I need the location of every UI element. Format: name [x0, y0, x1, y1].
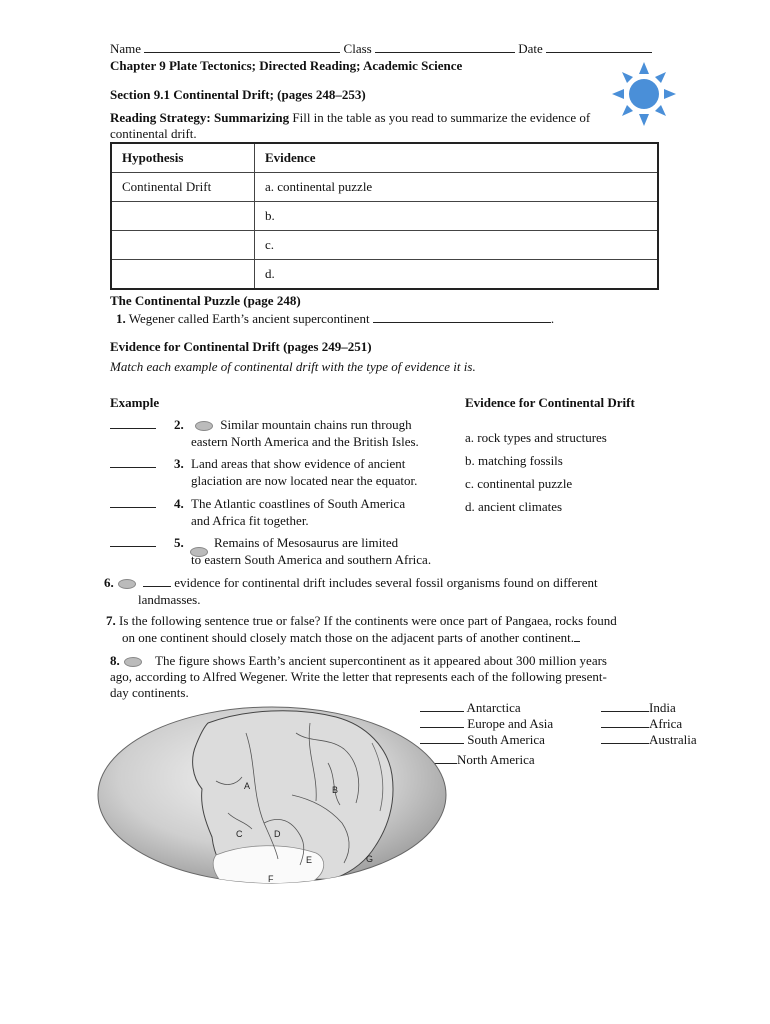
date-blank[interactable]	[546, 41, 652, 53]
answer-label: North America	[457, 752, 535, 767]
item-number: 4.	[174, 496, 184, 511]
q7-blank[interactable]	[574, 630, 580, 642]
choice-c: c. continental puzzle	[465, 476, 573, 491]
table-cell: Continental Drift	[111, 173, 255, 202]
answer-label: South America	[467, 732, 545, 747]
table-header-evidence: Evidence	[255, 143, 659, 173]
answer-label: Africa	[649, 716, 683, 731]
table-header-row	[111, 143, 658, 173]
q7-number: 7.	[106, 613, 116, 628]
match-item-2	[110, 417, 156, 433]
table-row	[111, 260, 658, 290]
answer-africa	[601, 716, 682, 732]
q6-number: 6.	[104, 575, 114, 590]
q8-number: 8.	[110, 653, 120, 668]
answer-blank[interactable]	[110, 417, 156, 429]
item-line: Remains of Mesosaurus are limited	[214, 535, 399, 550]
q7-line-text: on one continent should closely match those on the adjacent parts of another continent.	[122, 630, 574, 645]
sun-icon	[612, 60, 676, 128]
item-line: The Atlantic coastlines of South America	[191, 496, 406, 511]
q1-blank[interactable]	[373, 311, 551, 323]
answer-label: India	[649, 700, 676, 715]
answer-blank[interactable]	[601, 732, 649, 744]
pencil-icon	[195, 421, 213, 431]
answer-india	[601, 700, 676, 716]
q1-number: 1.	[116, 311, 126, 326]
summary-table	[110, 142, 659, 290]
answer-blank[interactable]	[110, 535, 156, 547]
item-line: and Africa fit together.	[191, 513, 309, 528]
question-7	[106, 613, 617, 629]
chapter-title: Chapter 9 Plate Tectonics; Directed Reading; Academic Science	[110, 58, 463, 73]
table-cell[interactable]: b.	[255, 202, 659, 231]
table-cell[interactable]: a. continental puzzle	[255, 173, 659, 202]
item-line: eastern North America and the British Isles.	[191, 434, 419, 449]
choice-d: d. ancient climates	[465, 499, 563, 514]
pencil-icon	[118, 579, 136, 589]
example-header: Example	[110, 395, 160, 410]
evidence-heading: Evidence for Continental Drift (pages 249–251)	[110, 339, 372, 354]
answer-australia	[601, 732, 697, 748]
answer-blank[interactable]	[110, 496, 156, 508]
q6-blank[interactable]	[143, 575, 171, 587]
match-item-5	[110, 535, 156, 551]
table-header-hypothesis: Hypothesis	[111, 143, 255, 173]
map-label-d: D	[274, 829, 281, 839]
class-label: Class	[343, 41, 372, 56]
map-label-f: F	[268, 874, 274, 884]
table-cell[interactable]	[111, 260, 255, 290]
match-item-4	[110, 496, 156, 512]
map-label-c: C	[236, 829, 243, 839]
choice-b: b. matching fossils	[465, 453, 563, 468]
answer-blank[interactable]	[601, 700, 649, 712]
table-row	[111, 231, 658, 260]
item-line: glaciation are now located near the equator.	[191, 473, 418, 488]
name-line	[110, 41, 652, 57]
table-cell[interactable]: d.	[255, 260, 659, 290]
evidence-header: Evidence for Continental Drift	[465, 395, 635, 410]
answer-label: Antarctica	[466, 700, 521, 715]
puzzle-heading: The Continental Puzzle (page 248)	[110, 293, 301, 308]
table-row	[111, 202, 658, 231]
section-heading: Section 9.1 Continental Drift; (pages 248–253)	[110, 87, 366, 102]
question-8	[110, 653, 607, 669]
q8-line: ago, according to Alfred Wegener. Write the letter that represents each of the following present-	[110, 669, 607, 684]
item-text	[191, 417, 412, 433]
q8-line: day continents.	[110, 685, 189, 700]
table-row	[111, 173, 658, 202]
map-label-e: E	[306, 855, 313, 865]
item-line: Land areas that show evidence of ancient	[191, 456, 406, 471]
evidence-instruction: Match each example of continental drift with the type of evidence it is.	[110, 359, 476, 374]
q6-line: evidence for continental drift includes several fossil organisms found on different	[174, 575, 598, 590]
item-line: to eastern South America and southern Africa.	[191, 552, 432, 567]
answer-blank[interactable]	[110, 456, 156, 468]
map-label-a: A	[244, 781, 251, 791]
q1-end: .	[550, 311, 555, 326]
map-label-g: G	[366, 854, 374, 864]
question-6	[104, 575, 598, 591]
reading-strategy	[110, 110, 590, 126]
q7-line: Is the following sentence true or false? If the continents were once part of Pangaea, rocks found	[119, 613, 617, 628]
table-cell[interactable]: c.	[255, 231, 659, 260]
match-item-3	[110, 456, 156, 472]
strategy-text-cont: continental drift.	[110, 126, 197, 141]
answer-label: Europe and Asia	[467, 716, 554, 731]
q1-text: Wegener called Earth’s ancient supercontinent	[128, 311, 370, 326]
table-cell[interactable]	[111, 202, 255, 231]
strategy-text: Fill in the table as you read to summarize the evidence of	[292, 110, 591, 125]
item-number: 3.	[174, 456, 184, 471]
pangaea-map	[96, 703, 448, 887]
item-number: 2.	[174, 417, 184, 432]
pencil-icon	[124, 657, 142, 667]
q7-line	[122, 630, 580, 646]
date-label: Date	[518, 41, 543, 56]
map-label-b: B	[332, 785, 339, 795]
strategy-label: Reading Strategy: Summarizing	[110, 110, 290, 125]
question-1	[116, 311, 554, 327]
name-blank[interactable]	[144, 41, 340, 53]
choice-a: a. rock types and structures	[465, 430, 607, 445]
item-number: 5.	[174, 535, 184, 550]
q6-line: landmasses.	[138, 592, 201, 607]
name-label: Name	[110, 41, 142, 56]
item-line: Similar mountain chains run through	[220, 417, 412, 432]
answer-label: Australia	[649, 732, 697, 747]
table-cell[interactable]	[111, 231, 255, 260]
answer-blank[interactable]	[601, 716, 649, 728]
class-blank[interactable]	[375, 41, 515, 53]
q8-line: The figure shows Earth’s ancient supercontinent as it appeared about 300 million years	[155, 653, 607, 668]
